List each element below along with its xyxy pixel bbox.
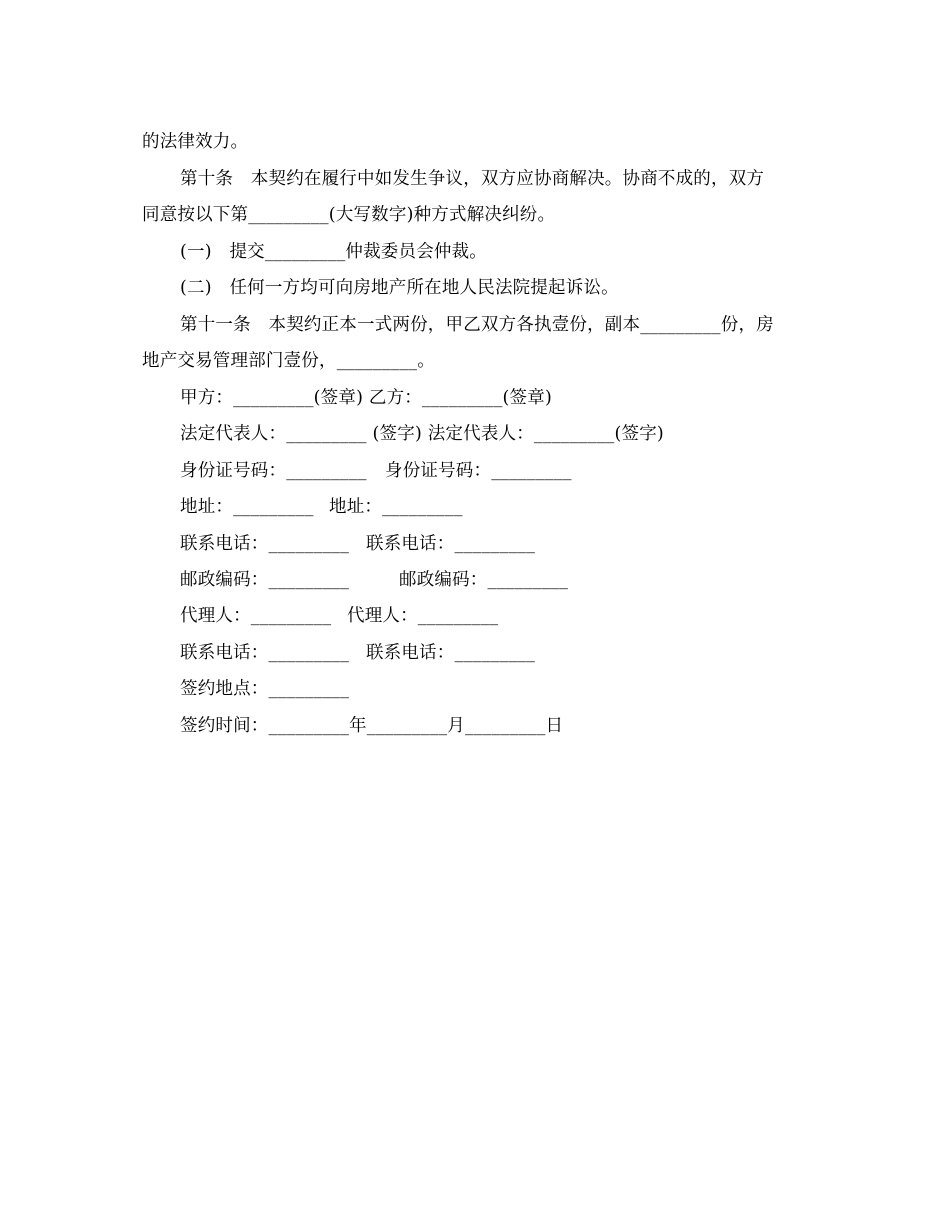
party-signature-line: 甲方：_________(签章) 乙方：_________(签章)	[180, 388, 552, 408]
phone-party-a: 联系电话：_________	[180, 534, 350, 554]
agent-phone-party-a: 联系电话：_________	[180, 643, 350, 663]
phone-party-b: 联系电话：_________	[366, 534, 536, 554]
agent-party-b: 代理人：_________	[347, 606, 499, 626]
agent-party-a: 代理人：_________	[180, 606, 332, 626]
paragraph-continuation: 的法律效力。	[142, 132, 249, 152]
id-number-party-a: 身份证号码：_________	[180, 461, 367, 481]
legal-representative-line: 法定代表人：_________ (签字) 法定代表人：_________(签字)	[180, 424, 664, 444]
postcode-party-a: 邮政编码：_________	[180, 570, 350, 590]
signing-place: 签约地点：_________	[180, 679, 350, 699]
article-10-line-1: 第十条 本契约在履行中如发生争议，双方应协商解决。协商不成的，双方	[180, 169, 765, 189]
postcode-party-b: 邮政编码：_________	[399, 570, 569, 590]
option-1: (一) 提交_________仲裁委员会仲裁。	[180, 242, 488, 262]
article-11-line-2: 地产交易管理部门壹份，_________。	[142, 351, 435, 371]
article-10-line-2: 同意按以下第_________(大写数字)种方式解决纠纷。	[142, 205, 556, 225]
id-number-party-b: 身份证号码：_________	[385, 461, 572, 481]
article-11-line-1: 第十一条 本契约正本一式两份，甲乙双方各执壹份，副本_________份，房	[180, 315, 774, 335]
address-party-b: 地址：_________	[329, 497, 463, 517]
agent-phone-party-b: 联系电话：_________	[366, 643, 536, 663]
signing-date: 签约时间：_________年_________月_________日	[180, 716, 564, 736]
option-2: (二) 任何一方均可向房地产所在地人民法院提起诉讼。	[180, 278, 619, 298]
address-party-a: 地址：_________	[180, 497, 314, 517]
